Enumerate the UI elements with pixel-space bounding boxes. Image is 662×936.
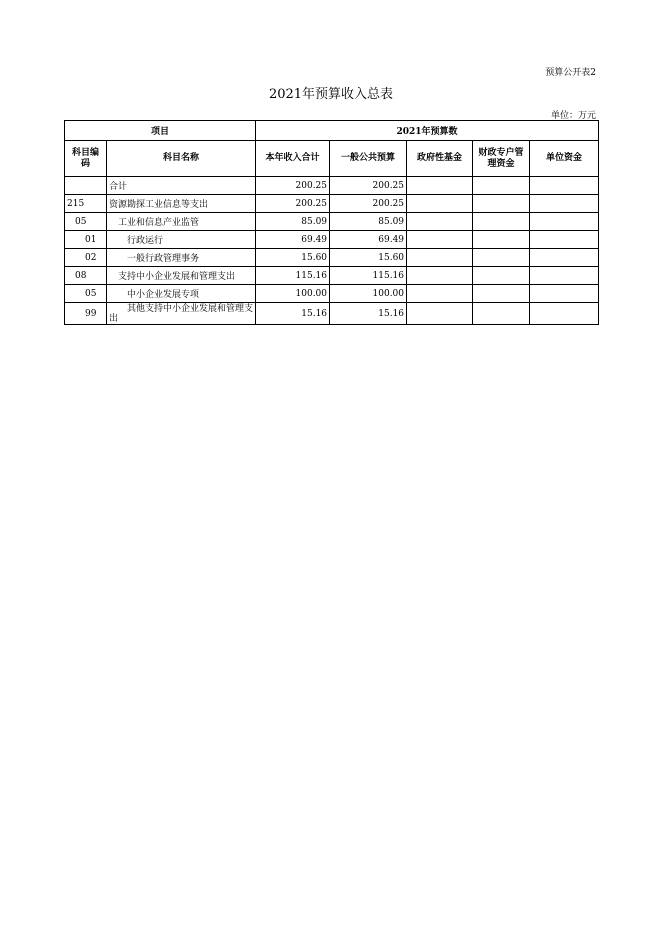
row-unit-funds bbox=[530, 285, 599, 303]
row-name: 一般行政管理事务 bbox=[107, 249, 256, 267]
row-fund bbox=[407, 249, 473, 267]
page-title: 2021年预算收入总表 bbox=[268, 87, 394, 102]
budget-income-table bbox=[64, 120, 599, 325]
header-total: 本年收入合计 bbox=[256, 141, 330, 177]
row-total: 69.49 bbox=[256, 231, 330, 249]
row-fund bbox=[407, 195, 473, 213]
row-special bbox=[473, 213, 530, 231]
row-total: 200.25 bbox=[256, 195, 330, 213]
row-name: 合计 bbox=[107, 177, 256, 195]
row-unit-funds bbox=[530, 177, 599, 195]
table-row bbox=[65, 285, 599, 303]
row-unit-funds bbox=[530, 231, 599, 249]
row-code: 02 bbox=[65, 249, 107, 267]
header-row-columns bbox=[65, 141, 599, 177]
row-general: 15.60 bbox=[330, 249, 407, 267]
row-general: 115.16 bbox=[330, 267, 407, 285]
row-code: 215 bbox=[65, 195, 107, 213]
row-fund bbox=[407, 303, 473, 325]
table-row bbox=[65, 249, 599, 267]
row-name: 资源勘探工业信息等支出 bbox=[107, 195, 256, 213]
row-general: 85.09 bbox=[330, 213, 407, 231]
row-general: 100.00 bbox=[330, 285, 407, 303]
row-unit-funds bbox=[530, 213, 599, 231]
table-row bbox=[65, 195, 599, 213]
row-fund bbox=[407, 285, 473, 303]
header-special: 财政专户管理资金 bbox=[473, 141, 530, 177]
form-number: 预算公开表2 bbox=[545, 68, 596, 78]
row-code: 01 bbox=[65, 231, 107, 249]
row-fund bbox=[407, 231, 473, 249]
row-unit-funds bbox=[530, 267, 599, 285]
row-total: 85.09 bbox=[256, 213, 330, 231]
row-special bbox=[473, 177, 530, 195]
row-total: 200.25 bbox=[256, 177, 330, 195]
row-general: 200.25 bbox=[330, 177, 407, 195]
row-fund bbox=[407, 213, 473, 231]
row-unit-funds bbox=[530, 303, 599, 325]
row-code: 99 bbox=[65, 303, 107, 325]
header-code: 科目编码 bbox=[65, 141, 107, 177]
row-special bbox=[473, 249, 530, 267]
header-general: 一般公共预算 bbox=[330, 141, 407, 177]
header-fund: 政府性基金 bbox=[407, 141, 473, 177]
row-name: 中小企业发展专项 bbox=[107, 285, 256, 303]
row-general: 15.16 bbox=[330, 303, 407, 325]
row-general: 69.49 bbox=[330, 231, 407, 249]
row-special bbox=[473, 195, 530, 213]
row-special bbox=[473, 231, 530, 249]
table-row bbox=[65, 177, 599, 195]
row-fund bbox=[407, 177, 473, 195]
header-budget-year: 2021年预算数 bbox=[256, 121, 599, 141]
row-total: 115.16 bbox=[256, 267, 330, 285]
row-fund bbox=[407, 267, 473, 285]
header-name: 科目名称 bbox=[107, 141, 256, 177]
table-row bbox=[65, 231, 599, 249]
table-row bbox=[65, 267, 599, 285]
row-name: 其他支持中小企业发展和管理支出 bbox=[107, 303, 256, 325]
row-total: 15.16 bbox=[256, 303, 330, 325]
row-special bbox=[473, 303, 530, 325]
row-special bbox=[473, 285, 530, 303]
header-item: 项目 bbox=[65, 121, 256, 141]
row-unit-funds bbox=[530, 195, 599, 213]
row-code: 08 bbox=[65, 267, 107, 285]
row-name: 工业和信息产业监管 bbox=[107, 213, 256, 231]
row-general: 200.25 bbox=[330, 195, 407, 213]
header-row-group bbox=[65, 121, 599, 141]
row-total: 15.60 bbox=[256, 249, 330, 267]
row-special bbox=[473, 267, 530, 285]
header-unit-funds: 单位资金 bbox=[530, 141, 599, 177]
row-total: 100.00 bbox=[256, 285, 330, 303]
row-code bbox=[65, 177, 107, 195]
row-code: 05 bbox=[65, 285, 107, 303]
row-unit-funds bbox=[530, 249, 599, 267]
row-code: 05 bbox=[65, 213, 107, 231]
table-row bbox=[65, 303, 599, 325]
row-name: 行政运行 bbox=[107, 231, 256, 249]
table-row bbox=[65, 213, 599, 231]
row-name: 支持中小企业发展和管理支出 bbox=[107, 267, 256, 285]
unit-label: 单位：万元 bbox=[550, 111, 596, 121]
